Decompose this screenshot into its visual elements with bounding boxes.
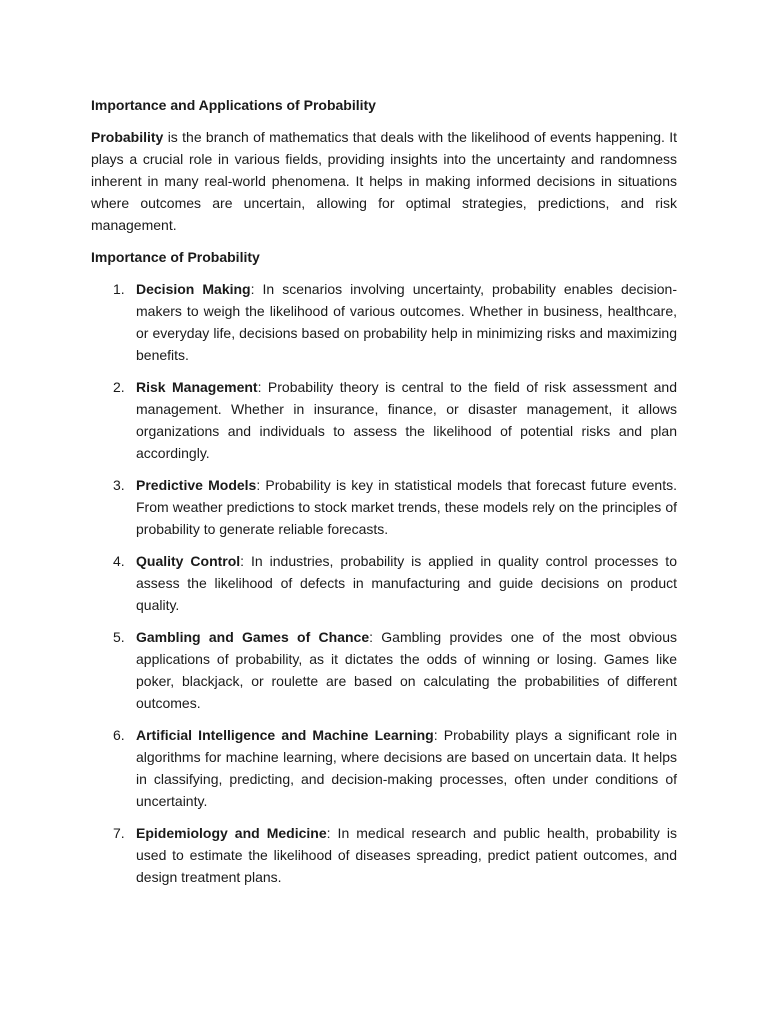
intro-paragraph bbox=[91, 126, 677, 236]
list-item-text: : Probability is key in statistical models that forecast future events. From weather predictions to stock market trends, these models rely on the principles of probability to generate reliable forecasts. bbox=[136, 477, 677, 537]
intro-text: is the branch of mathematics that deals with the likelihood of events happening. It plays a crucial role in various fields, providing insights into the uncertainty and randomness inherent in many real-world phenomena. It helps in making informed decisions in situations where outcomes are uncertain, allowing for optimal strategies, predictions, and risk management. bbox=[91, 129, 677, 233]
list-item-number: 3. bbox=[113, 477, 125, 493]
list-item-text: : Gambling provides one of the most obvious applications of probability, as it dictates the odds of winning or losing. Games like poker, blackjack, or roulette are based on calculating the probabilities of different outcomes. bbox=[136, 629, 677, 711]
list-item-term: Risk Management bbox=[136, 379, 258, 395]
list-item-term: Artificial Intelligence and Machine Learning bbox=[136, 727, 434, 743]
list-item bbox=[91, 724, 677, 812]
list-item-term: Decision Making bbox=[136, 281, 251, 297]
list-item bbox=[91, 550, 677, 616]
list-item-term: Epidemiology and Medicine bbox=[136, 825, 327, 841]
list-item bbox=[91, 822, 677, 888]
list-item-number: 1. bbox=[113, 281, 125, 297]
list-item-text: : Probability plays a significant role in algorithms for machine learning, where decisions are based on uncertain data. It helps in classifying, predicting, and decision-making processes, often under conditions of uncertainty. bbox=[136, 727, 677, 809]
intro-term: Probability bbox=[91, 129, 164, 145]
list-item bbox=[91, 278, 677, 366]
list-item bbox=[91, 474, 677, 540]
list-item-text: : In scenarios involving uncertainty, probability enables decision-makers to weigh the likelihood of various outcomes. Whether in business, healthcare, or everyday life, decisions based on probability help in minimizing risks and maximizing benefits. bbox=[136, 281, 677, 363]
list-item-text: : In industries, probability is applied in quality control processes to assess the likelihood of defects in manufacturing and guide decisions on product quality. bbox=[136, 553, 677, 613]
list-item-text: : Probability theory is central to the field of risk assessment and management. Whether in insurance, finance, or disaster management, it allows organizations and individuals to assess the likelihood of potential risks and plan accordingly. bbox=[136, 379, 678, 461]
list-item bbox=[91, 376, 677, 464]
list-item-number: 2. bbox=[113, 379, 125, 395]
list-item-number: 5. bbox=[113, 629, 125, 645]
list-item-number: 6. bbox=[113, 727, 125, 743]
list-item-text: : In medical research and public health, probability is used to estimate the likelihood of diseases spreading, predict patient outcomes, and design treatment plans. bbox=[136, 825, 678, 885]
list-item-term: Predictive Models bbox=[136, 477, 257, 493]
section-heading: Importance of Probability bbox=[91, 249, 260, 265]
list-item-term: Gambling and Games of Chance bbox=[136, 629, 370, 645]
document-title: Importance and Applications of Probability bbox=[91, 97, 376, 113]
importance-list bbox=[91, 278, 677, 888]
list-item-number: 7. bbox=[113, 825, 125, 841]
list-item-term: Quality Control bbox=[136, 553, 241, 569]
list-item-number: 4. bbox=[113, 553, 125, 569]
list-item bbox=[91, 626, 677, 714]
